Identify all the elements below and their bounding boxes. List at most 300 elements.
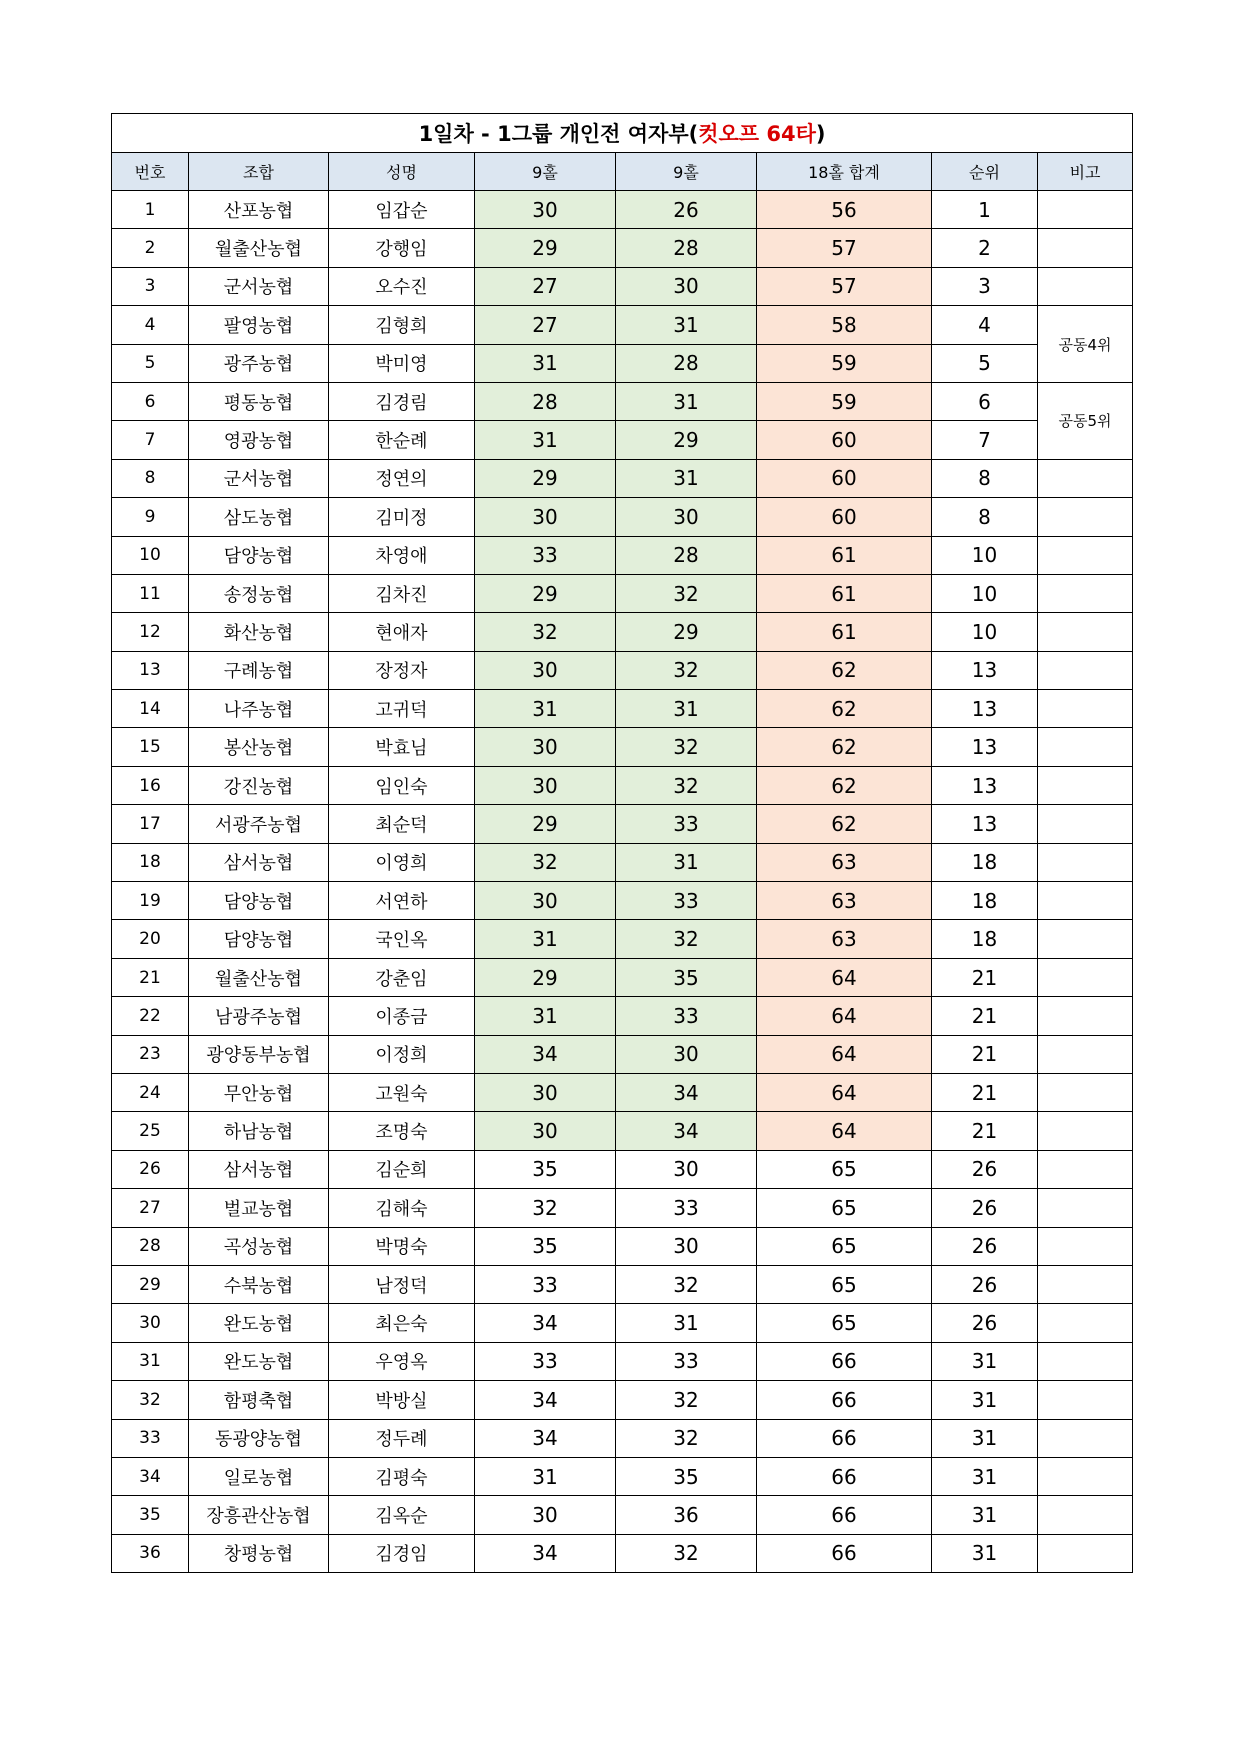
cell-total: 62: [757, 728, 932, 766]
cell-club: 장흥관산농협: [189, 1496, 329, 1534]
cell-note: [1038, 459, 1133, 497]
cell-number: 19: [112, 882, 189, 920]
cell-rank: 8: [932, 498, 1038, 536]
cell-number: 22: [112, 997, 189, 1035]
cell-front-nine: 34: [475, 1304, 616, 1342]
cell-back-nine: 32: [616, 766, 757, 804]
cell-total: 62: [757, 690, 932, 728]
cell-total: 66: [757, 1342, 932, 1380]
cell-club: 서광주농협: [189, 805, 329, 843]
header-name: 성명: [329, 153, 475, 191]
cell-back-nine: 28: [616, 344, 757, 382]
cell-club: 동광양농협: [189, 1419, 329, 1457]
cell-name: 국인옥: [329, 920, 475, 958]
cell-name: 정두례: [329, 1419, 475, 1457]
cell-rank: 7: [932, 421, 1038, 459]
cell-number: 33: [112, 1419, 189, 1457]
cell-name: 장정자: [329, 651, 475, 689]
cell-total: 58: [757, 306, 932, 344]
cell-note: [1038, 1227, 1133, 1265]
cell-front-nine: 29: [475, 958, 616, 996]
table-row: [112, 191, 1133, 229]
cell-note: [1038, 229, 1133, 267]
title-cutoff: 컷오프 64타: [698, 122, 816, 146]
cell-number: 7: [112, 421, 189, 459]
cell-front-nine: 30: [475, 882, 616, 920]
cell-back-nine: 32: [616, 1381, 757, 1419]
cell-number: 12: [112, 613, 189, 651]
table-row: [112, 920, 1133, 958]
cell-front-nine: 31: [475, 920, 616, 958]
cell-rank: 26: [932, 1189, 1038, 1227]
cell-total: 64: [757, 1112, 932, 1150]
cell-number: 23: [112, 1035, 189, 1073]
cell-front-nine: 29: [475, 805, 616, 843]
cell-number: 29: [112, 1265, 189, 1303]
cell-number: 1: [112, 191, 189, 229]
cell-back-nine: 36: [616, 1496, 757, 1534]
cell-front-nine: 34: [475, 1534, 616, 1572]
cell-club: 담양농협: [189, 536, 329, 574]
cell-back-nine: 30: [616, 1227, 757, 1265]
cell-note: [1038, 920, 1133, 958]
cell-name: 김미정: [329, 498, 475, 536]
cell-number: 9: [112, 498, 189, 536]
table-row: [112, 651, 1133, 689]
cell-back-nine: 30: [616, 498, 757, 536]
cell-club: 삼도농협: [189, 498, 329, 536]
cell-total: 61: [757, 574, 932, 612]
cell-back-nine: 31: [616, 459, 757, 497]
cell-front-nine: 32: [475, 613, 616, 651]
cell-club: 함평축협: [189, 1381, 329, 1419]
table-row: [112, 728, 1133, 766]
table-row: [112, 1112, 1133, 1150]
cell-name: 김해숙: [329, 1189, 475, 1227]
cell-name: 조명숙: [329, 1112, 475, 1150]
cell-rank: 18: [932, 843, 1038, 881]
cell-rank: 2: [932, 229, 1038, 267]
table-row: [112, 1150, 1133, 1188]
cell-rank: 10: [932, 536, 1038, 574]
cell-back-nine: 29: [616, 421, 757, 459]
cell-back-nine: 31: [616, 690, 757, 728]
table-row: [112, 1496, 1133, 1534]
cell-name: 최순덕: [329, 805, 475, 843]
title-row: [112, 114, 1133, 153]
cell-back-nine: 30: [616, 1035, 757, 1073]
header-total: 18홀 합계: [757, 153, 932, 191]
cell-front-nine: 32: [475, 843, 616, 881]
cell-number: 20: [112, 920, 189, 958]
cell-club: 일로농협: [189, 1457, 329, 1495]
cell-back-nine: 31: [616, 1304, 757, 1342]
cell-total: 63: [757, 843, 932, 881]
cell-rank: 31: [932, 1496, 1038, 1534]
cell-rank: 18: [932, 882, 1038, 920]
cell-name: 이종금: [329, 997, 475, 1035]
cell-note: [1038, 191, 1133, 229]
cell-total: 65: [757, 1150, 932, 1188]
cell-note: [1038, 1265, 1133, 1303]
cell-total: 59: [757, 382, 932, 420]
cell-back-nine: 33: [616, 1342, 757, 1380]
cell-name: 김경림: [329, 382, 475, 420]
cell-rank: 13: [932, 690, 1038, 728]
cell-number: 16: [112, 766, 189, 804]
cell-front-nine: 28: [475, 382, 616, 420]
cell-name: 오수진: [329, 267, 475, 305]
cell-front-nine: 27: [475, 267, 616, 305]
cell-total: 66: [757, 1419, 932, 1457]
cell-rank: 31: [932, 1342, 1038, 1380]
cell-note: [1038, 1304, 1133, 1342]
cell-rank: 8: [932, 459, 1038, 497]
cell-number: 31: [112, 1342, 189, 1380]
header-number: 번호: [112, 153, 189, 191]
cell-back-nine: 35: [616, 1457, 757, 1495]
cell-front-nine: 30: [475, 1112, 616, 1150]
note-tie-5: 공동5위: [1038, 382, 1133, 459]
cell-rank: 31: [932, 1381, 1038, 1419]
cell-note: [1038, 690, 1133, 728]
cell-name: 현애자: [329, 613, 475, 651]
cell-name: 김차진: [329, 574, 475, 612]
cell-total: 65: [757, 1227, 932, 1265]
cell-club: 송정농협: [189, 574, 329, 612]
cell-rank: 26: [932, 1227, 1038, 1265]
cell-name: 정연의: [329, 459, 475, 497]
table-title: [112, 114, 1133, 153]
cell-number: 30: [112, 1304, 189, 1342]
cell-name: 우영옥: [329, 1342, 475, 1380]
cell-rank: 1: [932, 191, 1038, 229]
cell-back-nine: 28: [616, 536, 757, 574]
cell-name: 이정희: [329, 1035, 475, 1073]
cell-name: 박방실: [329, 1381, 475, 1419]
cell-back-nine: 33: [616, 882, 757, 920]
cell-total: 66: [757, 1496, 932, 1534]
cell-number: 8: [112, 459, 189, 497]
cell-club: 곡성농협: [189, 1227, 329, 1265]
cell-name: 임인숙: [329, 766, 475, 804]
cell-front-nine: 31: [475, 690, 616, 728]
cell-rank: 13: [932, 766, 1038, 804]
cell-name: 최은숙: [329, 1304, 475, 1342]
table-row: [112, 1419, 1133, 1457]
cell-club: 남광주농협: [189, 997, 329, 1035]
cell-club: 창평농협: [189, 1534, 329, 1572]
cell-total: 64: [757, 1073, 932, 1111]
cell-name: 고귀덕: [329, 690, 475, 728]
cell-note: [1038, 1073, 1133, 1111]
cell-number: 24: [112, 1073, 189, 1111]
cell-note: [1038, 958, 1133, 996]
header-back-nine: 9홀: [616, 153, 757, 191]
cell-total: 57: [757, 267, 932, 305]
cell-rank: 6: [932, 382, 1038, 420]
table-row: [112, 498, 1133, 536]
cell-number: 21: [112, 958, 189, 996]
cell-total: 62: [757, 766, 932, 804]
cell-name: 김평숙: [329, 1457, 475, 1495]
cell-front-nine: 33: [475, 1265, 616, 1303]
cell-rank: 5: [932, 344, 1038, 382]
cell-club: 벌교농협: [189, 1189, 329, 1227]
cell-club: 삼서농협: [189, 1150, 329, 1188]
cell-club: 산포농협: [189, 191, 329, 229]
cell-number: 14: [112, 690, 189, 728]
cell-number: 17: [112, 805, 189, 843]
cell-front-nine: 30: [475, 728, 616, 766]
cell-note: [1038, 1189, 1133, 1227]
table-row: [112, 1265, 1133, 1303]
cell-rank: 4: [932, 306, 1038, 344]
cell-number: 34: [112, 1457, 189, 1495]
cell-back-nine: 31: [616, 843, 757, 881]
cell-club: 광양동부농협: [189, 1035, 329, 1073]
table-row: [112, 229, 1133, 267]
cell-club: 담양농협: [189, 920, 329, 958]
cell-rank: 13: [932, 651, 1038, 689]
cell-number: 32: [112, 1381, 189, 1419]
header-club: 조합: [189, 153, 329, 191]
cell-number: 13: [112, 651, 189, 689]
cell-club: 나주농협: [189, 690, 329, 728]
cell-note: [1038, 843, 1133, 881]
cell-back-nine: 32: [616, 1265, 757, 1303]
cell-total: 63: [757, 920, 932, 958]
cell-note: [1038, 766, 1133, 804]
cell-total: 64: [757, 1035, 932, 1073]
cell-note: [1038, 1457, 1133, 1495]
cell-back-nine: 32: [616, 920, 757, 958]
cell-note: [1038, 536, 1133, 574]
cell-club: 하남농협: [189, 1112, 329, 1150]
cell-name: 고원숙: [329, 1073, 475, 1111]
cell-name: 이영희: [329, 843, 475, 881]
cell-rank: 26: [932, 1265, 1038, 1303]
cell-total: 66: [757, 1381, 932, 1419]
cell-back-nine: 34: [616, 1073, 757, 1111]
cell-name: 박명숙: [329, 1227, 475, 1265]
cell-front-nine: 33: [475, 536, 616, 574]
cell-front-nine: 34: [475, 1035, 616, 1073]
cell-rank: 21: [932, 1035, 1038, 1073]
cell-rank: 26: [932, 1150, 1038, 1188]
cell-club: 구례농협: [189, 651, 329, 689]
cell-note: [1038, 1496, 1133, 1534]
cell-front-nine: 30: [475, 1496, 616, 1534]
table-row: [112, 1342, 1133, 1380]
cell-total: 61: [757, 536, 932, 574]
table-row: [112, 536, 1133, 574]
cell-club: 담양농협: [189, 882, 329, 920]
title-close: ): [815, 122, 826, 146]
cell-back-nine: 33: [616, 997, 757, 1035]
cell-front-nine: 30: [475, 191, 616, 229]
cell-total: 65: [757, 1265, 932, 1303]
table-row: [112, 1189, 1133, 1227]
cell-total: 61: [757, 613, 932, 651]
cell-number: 25: [112, 1112, 189, 1150]
cell-total: 56: [757, 191, 932, 229]
table-row: [112, 306, 1133, 344]
cell-total: 62: [757, 651, 932, 689]
cell-total: 64: [757, 958, 932, 996]
cell-front-nine: 31: [475, 997, 616, 1035]
cell-note: [1038, 613, 1133, 651]
cell-rank: 18: [932, 920, 1038, 958]
cell-total: 59: [757, 344, 932, 382]
cell-note: [1038, 1419, 1133, 1457]
cell-front-nine: 34: [475, 1419, 616, 1457]
cell-club: 화산농협: [189, 613, 329, 651]
cell-front-nine: 31: [475, 344, 616, 382]
cell-club: 군서농협: [189, 459, 329, 497]
table-row: [112, 1304, 1133, 1342]
cell-number: 5: [112, 344, 189, 382]
cell-club: 광주농협: [189, 344, 329, 382]
cell-name: 김순희: [329, 1150, 475, 1188]
cell-club: 평동농협: [189, 382, 329, 420]
table-row: [112, 1035, 1133, 1073]
cell-front-nine: 33: [475, 1342, 616, 1380]
cell-number: 2: [112, 229, 189, 267]
cell-number: 36: [112, 1534, 189, 1572]
cell-number: 10: [112, 536, 189, 574]
cell-rank: 3: [932, 267, 1038, 305]
cell-total: 60: [757, 421, 932, 459]
cell-number: 26: [112, 1150, 189, 1188]
cell-back-nine: 33: [616, 1189, 757, 1227]
cell-total: 63: [757, 882, 932, 920]
cell-rank: 21: [932, 1112, 1038, 1150]
cell-front-nine: 30: [475, 766, 616, 804]
cell-name: 박효님: [329, 728, 475, 766]
cell-club: 봉산농협: [189, 728, 329, 766]
table-row: [112, 421, 1133, 459]
cell-back-nine: 31: [616, 382, 757, 420]
table-row: [112, 882, 1133, 920]
cell-back-nine: 32: [616, 1534, 757, 1572]
cell-total: 66: [757, 1534, 932, 1572]
header-row: [112, 153, 1133, 191]
cell-name: 차영애: [329, 536, 475, 574]
cell-front-nine: 29: [475, 574, 616, 612]
cell-name: 임갑순: [329, 191, 475, 229]
cell-front-nine: 35: [475, 1150, 616, 1188]
cell-rank: 13: [932, 728, 1038, 766]
cell-club: 수북농협: [189, 1265, 329, 1303]
cell-back-nine: 32: [616, 1419, 757, 1457]
cell-rank: 31: [932, 1419, 1038, 1457]
cell-total: 57: [757, 229, 932, 267]
cell-number: 15: [112, 728, 189, 766]
cell-back-nine: 30: [616, 1150, 757, 1188]
cell-club: 강진농협: [189, 766, 329, 804]
cell-back-nine: 32: [616, 574, 757, 612]
cell-back-nine: 32: [616, 651, 757, 689]
cell-club: 팔영농협: [189, 306, 329, 344]
cell-back-nine: 35: [616, 958, 757, 996]
cell-front-nine: 35: [475, 1227, 616, 1265]
cell-note: [1038, 805, 1133, 843]
cell-front-nine: 30: [475, 1073, 616, 1111]
cell-back-nine: 34: [616, 1112, 757, 1150]
table-row: [112, 766, 1133, 804]
table-row: [112, 805, 1133, 843]
cell-rank: 10: [932, 574, 1038, 612]
table-row: [112, 613, 1133, 651]
cell-note: [1038, 1534, 1133, 1572]
cell-front-nine: 32: [475, 1189, 616, 1227]
cell-name: 서연하: [329, 882, 475, 920]
cell-note: [1038, 651, 1133, 689]
cell-back-nine: 33: [616, 805, 757, 843]
cell-front-nine: 31: [475, 421, 616, 459]
cell-note: [1038, 1342, 1133, 1380]
cell-note: [1038, 1112, 1133, 1150]
cell-rank: 31: [932, 1457, 1038, 1495]
note-tie-4: 공동4위: [1038, 306, 1133, 383]
cell-total: 66: [757, 1457, 932, 1495]
cell-back-nine: 26: [616, 191, 757, 229]
cell-number: 28: [112, 1227, 189, 1265]
cell-total: 64: [757, 997, 932, 1035]
cell-total: 65: [757, 1189, 932, 1227]
cell-back-nine: 30: [616, 267, 757, 305]
cell-rank: 21: [932, 958, 1038, 996]
cell-club: 무안농협: [189, 1073, 329, 1111]
cell-number: 11: [112, 574, 189, 612]
cell-club: 월출산농협: [189, 958, 329, 996]
cell-club: 완도농협: [189, 1342, 329, 1380]
table-body: [112, 191, 1133, 1573]
cell-rank: 26: [932, 1304, 1038, 1342]
cell-number: 3: [112, 267, 189, 305]
cell-front-nine: 30: [475, 651, 616, 689]
cell-total: 60: [757, 498, 932, 536]
cell-club: 완도농협: [189, 1304, 329, 1342]
table-row: [112, 958, 1133, 996]
header-front-nine: 9홀: [475, 153, 616, 191]
table-row: [112, 997, 1133, 1035]
table-row: [112, 1227, 1133, 1265]
cell-name: 한순례: [329, 421, 475, 459]
cell-club: 삼서농협: [189, 843, 329, 881]
header-rank: 순위: [932, 153, 1038, 191]
cell-number: 18: [112, 843, 189, 881]
cell-name: 박미영: [329, 344, 475, 382]
cell-total: 65: [757, 1304, 932, 1342]
cell-total: 62: [757, 805, 932, 843]
title-main: 1일차 - 1그룹 개인전 여자부(: [418, 122, 699, 146]
cell-front-nine: 29: [475, 229, 616, 267]
cell-front-nine: 31: [475, 1457, 616, 1495]
cell-note: [1038, 1381, 1133, 1419]
cell-number: 27: [112, 1189, 189, 1227]
cell-note: [1038, 1035, 1133, 1073]
cell-note: [1038, 728, 1133, 766]
cell-total: 60: [757, 459, 932, 497]
table-row: [112, 267, 1133, 305]
cell-front-nine: 29: [475, 459, 616, 497]
table-row: [112, 1534, 1133, 1572]
cell-rank: 21: [932, 997, 1038, 1035]
cell-name: 강행임: [329, 229, 475, 267]
results-table: [111, 113, 1133, 1573]
